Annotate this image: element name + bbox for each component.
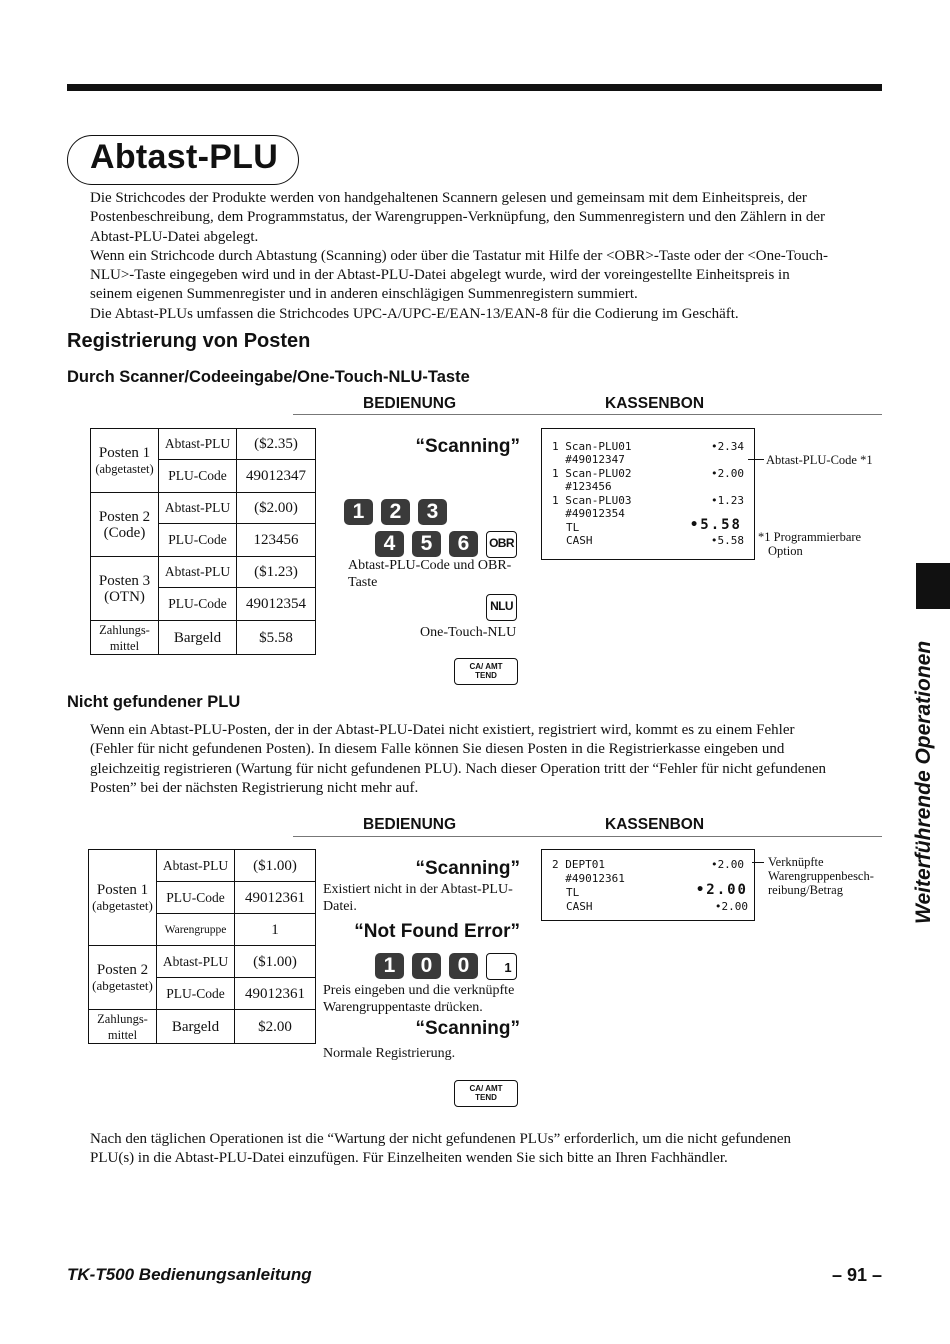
key-4[interactable]: 4 xyxy=(375,531,404,557)
table-cell: Bargeld xyxy=(159,621,237,655)
scanning-step: “Scanning” xyxy=(415,858,520,879)
table-cell: Bargeld xyxy=(157,1010,235,1044)
key-3[interactable]: 3 xyxy=(418,499,447,525)
intro-line: NLU>-Taste eingegeben wird und in der Abtast-PLU-Datei abgelegt wurde, wird der voreingestellte Einheitspreis in xyxy=(90,267,790,284)
note-not-existing: Existiert nicht in der Abtast-PLU- Datei. xyxy=(323,882,513,914)
table-cell: 49012361 xyxy=(235,882,316,914)
receipt-total-label: TL xyxy=(566,521,580,534)
table-cell: 123456 xyxy=(237,524,316,557)
annotation-leader xyxy=(748,459,764,460)
intro-line: Die Abtast-PLUs umfassen die Strichcodes UPC-A/UPC-E/EAN-13/EAN-8 für die Codierung im Geschäft. xyxy=(90,305,739,322)
table-cell: 49012361 xyxy=(235,978,316,1010)
table-cell: Abtast-PLU xyxy=(159,557,237,588)
intro-line: seinem eigenen Summenregister und in anderen einschlägigen Summenregistern summiert. xyxy=(90,286,638,303)
top-rule xyxy=(67,84,882,91)
note-enter-price: Preis eingeben und die verknüpfte Warengruppentaste drücken. xyxy=(323,983,515,1015)
not-found-paragraph: Wenn ein Abtast-PLU-Posten, der in der Abtast-PLU-Datei nicht existiert, registriert wird, kommt es zu einem Fehler (Fehler für nicht gefundenen Posten). In diesem Falle können Sie diesen Posten in die Registrierkasse eingeben und gleichzeitig registrieren (Wartung für nicht gefundenen PLU). Nach dieser Operation tritt der “Fehler für nicht gefundenen Posten” bei der nächsten Registrierung nicht mehr auf. xyxy=(90,722,827,796)
side-tab-label: Weiterführende Operationen xyxy=(912,640,935,924)
annotation-option: *1 Programmierbare Option xyxy=(758,530,862,558)
table-cell: ($1.00) xyxy=(235,946,316,978)
receipt-total-label: TL xyxy=(566,886,580,899)
table-cell: Abtast-PLU xyxy=(159,493,237,524)
receipt-cash-label: CASH xyxy=(566,534,593,547)
page-number: – 91 – xyxy=(831,1265,882,1285)
receipt-line: #49012354 xyxy=(552,507,625,520)
note-nlu: One-Touch-NLU xyxy=(420,625,517,640)
table-cell: ($2.00) xyxy=(237,493,316,524)
table-cell: PLU-Code xyxy=(159,524,237,557)
item-label: Posten 1 (abgetastet) xyxy=(91,429,159,493)
items-table xyxy=(90,428,316,655)
scanning-step: “Scanning” xyxy=(415,1018,520,1039)
column-header-receipt: KASSENBON xyxy=(605,816,705,833)
closing-paragraph: Nach den täglichen Operationen ist die “Wartung der nicht gefundenen PLUs” erforderlich, um die nicht gefundenen PLU(s) in die Abtast-PLU-Datei einzufügen. Für Einzelheiten wenden Sie sich bitte an Ihren Fachhändler. xyxy=(90,1131,792,1167)
footer-manual-title: TK-T500 Bedienungsanleitung xyxy=(67,1265,312,1284)
table-cell: 49012347 xyxy=(237,460,316,493)
intro-paragraph xyxy=(90,189,890,324)
receipt-cash-value: •5.58 xyxy=(710,534,744,547)
ca-amt-tend-key[interactable]: CA/ AMT TEND xyxy=(454,658,518,685)
note-obr: Abtast-PLU-Code und OBR- Taste xyxy=(348,558,512,590)
ca-amt-tend-key[interactable]: CA/ AMT TEND xyxy=(454,1080,518,1107)
key-2[interactable]: 2 xyxy=(381,499,410,525)
table-cell: PLU-Code xyxy=(157,978,235,1010)
section-title: Registrierung von Posten xyxy=(67,330,311,352)
receipt-total-value: •2.00 xyxy=(695,882,748,898)
annotation-department: Verknüpfte Warengruppenbesch- reibung/Betrag xyxy=(768,855,874,897)
table-cell: PLU-Code xyxy=(159,588,237,621)
page-title: Abtast-PLU xyxy=(90,138,279,176)
intro-line: Abtast-PLU-Datei abgelegt. xyxy=(90,228,259,245)
receipt-line: 2 DEPT01 •2.00 xyxy=(552,858,745,871)
key-5[interactable]: 5 xyxy=(412,531,441,557)
item-label: Posten 2 (Code) xyxy=(91,493,159,557)
items-table xyxy=(88,849,316,1044)
table-cell: PLU-Code xyxy=(157,882,235,914)
annotation-leader xyxy=(752,862,764,863)
table-cell: Warengruppe xyxy=(157,914,235,946)
column-rule xyxy=(293,414,882,415)
table-cell: Abtast-PLU xyxy=(157,946,235,978)
table-cell: PLU-Code xyxy=(159,460,237,493)
receipt-line: #49012361 xyxy=(552,872,625,885)
annotation-plu-code: Abtast-PLU-Code *1 xyxy=(766,453,873,467)
receipt-line: 1 Scan-PLU03 •1.23 xyxy=(552,494,745,507)
table-cell: 49012354 xyxy=(237,588,316,621)
intro-line: Postenbeschreibung, dem Programmstatus, der Warengruppen-Verknüpfung, den Summenregistern und den Zählern in der xyxy=(90,209,825,226)
table-cell: $5.58 xyxy=(237,621,316,655)
column-header-receipt: KASSENBON xyxy=(605,395,705,412)
side-tab-marker xyxy=(916,563,950,609)
table-cell: 1 xyxy=(235,914,316,946)
receipt-total-value: •5.58 xyxy=(689,517,742,533)
receipt-line: 1 Scan-PLU02 •2.00 xyxy=(552,467,745,480)
receipt-cash-value: •2.00 xyxy=(714,900,748,913)
key-1[interactable]: 1 xyxy=(344,499,373,525)
receipt-line: 1 Scan-PLU01 •2.34 xyxy=(552,440,745,453)
receipt xyxy=(541,428,755,560)
note-normal-registration: Normale Registrierung. xyxy=(323,1046,456,1061)
table-cell: ($1.00) xyxy=(235,850,316,882)
intro-line: Wenn ein Strichcode durch Abtastung (Scanning) oder über die Tastatur mit Hilfe der <OBR>-Taste oder der <One-Touch- xyxy=(90,247,829,264)
subsection-title: Nicht gefundener PLU xyxy=(67,693,241,711)
obr-key[interactable]: OBR xyxy=(486,531,517,558)
column-header-operation: BEDIENUNG xyxy=(363,816,457,833)
receipt-cash-label: CASH xyxy=(566,900,593,913)
table-cell: Abtast-PLU xyxy=(159,429,237,460)
receipt xyxy=(541,849,755,921)
scanning-step: “Scanning” xyxy=(415,436,520,457)
receipt-line: #123456 xyxy=(552,480,612,493)
key-6[interactable]: 6 xyxy=(449,531,478,557)
column-header-operation: BEDIENUNG xyxy=(363,395,457,412)
item-label: Posten 2 (abgetastet) xyxy=(89,946,157,1010)
column-rule xyxy=(293,836,882,837)
subsection-title: Durch Scanner/Codeeingabe/One-Touch-NLU-Taste xyxy=(67,368,470,386)
item-label: Posten 3 (OTN) xyxy=(91,557,159,621)
table-cell: Abtast-PLU xyxy=(157,850,235,882)
receipt-line: #49012347 xyxy=(552,453,625,466)
table-cell: $2.00 xyxy=(235,1010,316,1044)
intro-line: Die Strichcodes der Produkte werden von handgehaltenen Scannern gelesen und gemeinsam mit dem Einheitspreis, der xyxy=(90,190,807,206)
payment-label: Zahlungs- mittel xyxy=(91,621,159,655)
department-key-1[interactable]: 1 xyxy=(486,953,517,980)
key-1[interactable]: 1 xyxy=(375,953,404,979)
payment-label: Zahlungs- mittel xyxy=(89,1010,157,1044)
table-cell: ($2.35) xyxy=(237,429,316,460)
key-0[interactable]: 0 xyxy=(449,953,478,979)
table-cell: ($1.23) xyxy=(237,557,316,588)
nlu-key[interactable]: NLU xyxy=(486,594,517,621)
item-label: Posten 1 (abgetastet) xyxy=(89,850,157,946)
key-0[interactable]: 0 xyxy=(412,953,441,979)
error-message: “Not Found Error” xyxy=(354,921,520,942)
